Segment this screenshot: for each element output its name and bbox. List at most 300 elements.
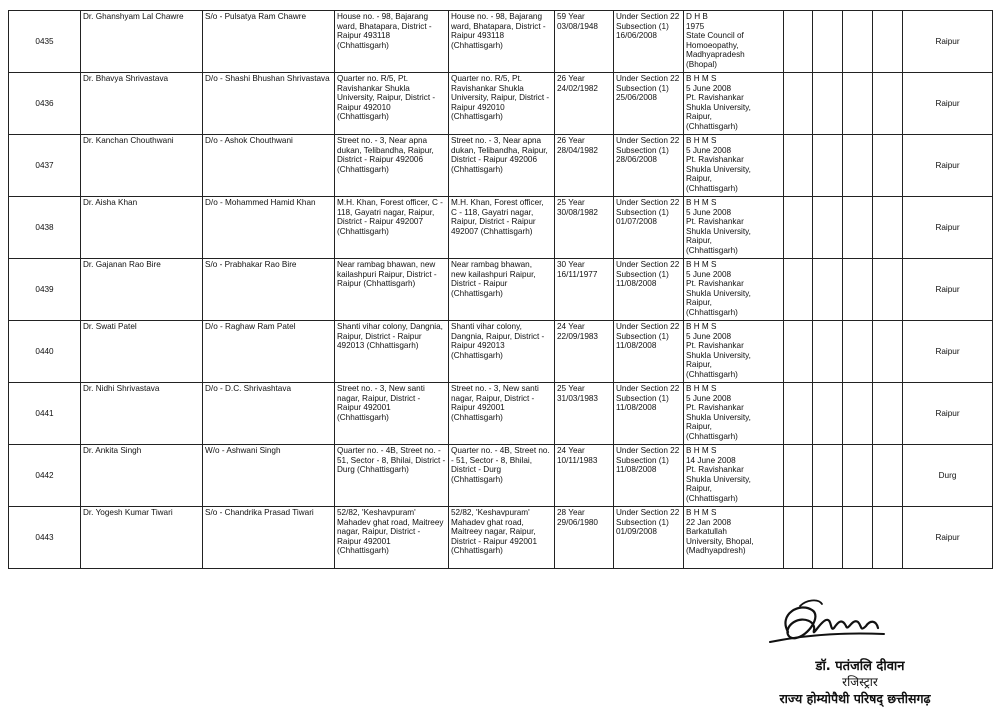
cell-line: (Chhattisgarh) — [686, 121, 738, 131]
table-row — [9, 383, 993, 445]
cell-line: Raipur, — [686, 298, 712, 308]
cell-line: (Chhattisgarh) — [337, 226, 389, 236]
relation-cell: W/o - Ashwani Singh — [203, 445, 335, 507]
name-cell: Dr. Aisha Khan — [81, 197, 203, 259]
serial-number-cell: 0442 — [9, 445, 81, 507]
empty-cell — [813, 507, 843, 569]
cell-line: Ravishankar Shukla — [337, 83, 410, 93]
cell-line: Near rambag bhawan, — [451, 260, 533, 269]
cell-line: Under Section 22 — [616, 446, 680, 455]
age-dob-cell — [555, 507, 614, 569]
name-cell: Dr. Bhavya Shrivastava — [81, 73, 203, 135]
table-row — [9, 11, 993, 73]
cell-line: Under Section 22 — [616, 12, 680, 21]
cell-line: 11/08/2008 — [616, 341, 657, 351]
cell-line: Pt. Ravishankar — [686, 403, 744, 413]
cell-line: 01/09/2008 — [616, 527, 657, 537]
empty-cell — [843, 259, 873, 321]
relation-cell: D/o - Raghaw Ram Patel — [203, 321, 335, 383]
name-cell: Dr. Kanchan Chouthwani — [81, 135, 203, 197]
cell-line: B H M S — [686, 136, 717, 145]
cell-line: D H B — [686, 12, 708, 21]
cell-line: Raipur 492001 — [337, 536, 391, 546]
cell-line: 03/08/1948 — [557, 21, 598, 31]
district-cell: Raipur — [903, 11, 993, 73]
empty-cell — [873, 507, 903, 569]
serial-number-cell: 0439 — [9, 259, 81, 321]
age-dob-cell — [555, 197, 614, 259]
cell-line: Street no. - 3, Near apna — [451, 136, 542, 145]
table-row — [9, 259, 993, 321]
permanent-address-cell — [335, 507, 449, 569]
empty-cell — [873, 321, 903, 383]
relation-cell: D/o - Mohammed Hamid Khan — [203, 197, 335, 259]
age-dob-cell — [555, 135, 614, 197]
empty-cell — [843, 321, 873, 383]
cell-line: 16/11/1977 — [557, 269, 598, 279]
cell-line: Raipur, — [686, 484, 712, 494]
correspondence-address-cell — [449, 197, 555, 259]
cell-line: Raipur, District - Raipur — [337, 331, 422, 341]
signatory-title: रजिस्ट्रार — [842, 675, 878, 689]
cell-line: Shukla University, — [686, 474, 751, 484]
cell-line: State Council of — [686, 31, 744, 41]
cell-line: dukan, Telibandha, Raipur, — [451, 145, 548, 155]
empty-cell — [784, 197, 813, 259]
empty-cell — [843, 445, 873, 507]
cell-line: Under Section 22 — [616, 136, 680, 145]
registration-section-cell — [614, 11, 684, 73]
cell-line: 10/11/1983 — [557, 455, 598, 465]
cell-line: Raipur (Chhattisgarh) — [337, 279, 416, 289]
name-cell: Dr. Ankita Singh — [81, 445, 203, 507]
cell-line: (Chhattisgarh) — [686, 493, 738, 503]
empty-cell — [843, 135, 873, 197]
registration-section-cell — [614, 135, 684, 197]
cell-line: Quarter no. R/5, Pt. — [451, 74, 522, 83]
cell-line: Subsection (1) — [616, 393, 669, 403]
empty-cell — [784, 135, 813, 197]
cell-line: Raipur 492010 — [451, 102, 505, 112]
cell-line: Street no. - 3, Near apna — [337, 136, 428, 145]
cell-line: Mahadev ghat road, — [451, 517, 524, 527]
empty-cell — [873, 445, 903, 507]
cell-line: Pt. Ravishankar — [686, 279, 744, 289]
cell-line: Under Section 22 — [616, 260, 680, 269]
permanent-address-cell — [335, 259, 449, 321]
cell-line: Subsection (1) — [616, 83, 669, 93]
cell-line: (Chhattisgarh) — [451, 546, 503, 556]
cell-line: 5 June 2008 — [686, 269, 732, 279]
cell-line: Dangnia, Raipur, District - — [451, 331, 545, 341]
cell-line: 492007 (Chhattisgarh) — [451, 226, 533, 236]
cell-line: 52/82, 'Keshavpuram' — [451, 508, 530, 517]
name-cell: Dr. Gajanan Rao Bire — [81, 259, 203, 321]
cell-line: Barkatullah — [686, 527, 727, 537]
cell-line: (Chhattisgarh) — [451, 40, 503, 50]
cell-line: kailashpuri Raipur, District - — [337, 269, 437, 279]
cell-line: 16/06/2008 — [616, 31, 657, 41]
qualification-cell — [684, 135, 784, 197]
cell-line: 26 Year — [557, 74, 585, 83]
correspondence-address-cell — [449, 507, 555, 569]
cell-line: Raipur, — [686, 112, 712, 122]
cell-line: C - 118, Gayatri nagar, — [451, 207, 534, 217]
cell-line: (Bhopal) — [686, 59, 717, 69]
age-dob-cell — [555, 73, 614, 135]
empty-cell — [784, 259, 813, 321]
cell-line: Pt. Ravishankar — [686, 465, 744, 475]
cell-line: District - Raipur 492007 — [337, 217, 424, 227]
district-cell: Raipur — [903, 383, 993, 445]
cell-line: House no. - 98, Bajarang — [451, 12, 543, 21]
cell-line: (Chhattisgarh) — [451, 412, 503, 422]
cell-line: 11/08/2008 — [616, 465, 657, 475]
cell-line: 24 Year — [557, 322, 585, 331]
relation-cell: D/o - Ashok Chouthwani — [203, 135, 335, 197]
cell-line: nagar, Raipur, District - — [337, 527, 421, 537]
serial-number-cell: 0437 — [9, 135, 81, 197]
cell-line: Shukla University, — [686, 226, 751, 236]
cell-line: Raipur 492001 — [337, 403, 391, 413]
cell-line: 22 Jan 2008 — [686, 517, 732, 527]
cell-line: ward, Bhatapara, District - — [451, 21, 546, 31]
serial-number-cell: 0436 — [9, 73, 81, 135]
cell-line: Pt. Ravishankar — [686, 93, 744, 103]
cell-line: (Chhattisgarh) — [451, 474, 503, 484]
cell-line: 26 Year — [557, 136, 585, 145]
cell-line: Shukla University, — [686, 102, 751, 112]
cell-line: (Madhyapdresh) — [686, 546, 746, 556]
cell-line: M.H. Khan, Forest officer, C - — [337, 198, 443, 207]
cell-line: 25 Year — [557, 384, 585, 393]
cell-line: Raipur 492001 — [451, 403, 505, 413]
empty-cell — [813, 197, 843, 259]
empty-cell — [873, 73, 903, 135]
empty-cell — [843, 11, 873, 73]
qualification-cell — [684, 259, 784, 321]
cell-line: Quarter no. R/5, Pt. — [337, 74, 408, 83]
cell-line: Madhyapradesh — [686, 50, 745, 60]
age-dob-cell — [555, 445, 614, 507]
permanent-address-cell — [335, 321, 449, 383]
cell-line: Under Section 22 — [616, 508, 680, 517]
district-cell: Raipur — [903, 135, 993, 197]
cell-line: University, Bhopal, — [686, 536, 754, 546]
cell-line: 30/08/1982 — [557, 207, 598, 217]
name-cell: Dr. Nidhi Shrivastava — [81, 383, 203, 445]
empty-cell — [784, 507, 813, 569]
cell-line: University, Raipur, District - — [451, 93, 550, 103]
registration-section-cell — [614, 321, 684, 383]
name-cell: Dr. Swati Patel — [81, 321, 203, 383]
cell-line: (Chhattisgarh) — [686, 369, 738, 379]
cell-line: (Chhattisgarh) — [337, 40, 389, 50]
age-dob-cell — [555, 259, 614, 321]
cell-line: 01/07/2008 — [616, 217, 657, 227]
registration-section-cell — [614, 73, 684, 135]
cell-line: 1975 — [686, 21, 705, 31]
serial-number-cell: 0441 — [9, 383, 81, 445]
district-cell: Raipur — [903, 73, 993, 135]
signatory-name: डॉ. पतंजलि दीवान — [815, 659, 905, 674]
age-dob-cell — [555, 321, 614, 383]
cell-line: Subsection (1) — [616, 517, 669, 527]
cell-line: B H M S — [686, 260, 717, 269]
relation-cell: S/o - Prabhakar Rao Bire — [203, 259, 335, 321]
registration-section-cell — [614, 445, 684, 507]
cell-line: 118, Gayatri nagar, Raipur, — [337, 207, 435, 217]
cell-line: 5 June 2008 — [686, 207, 732, 217]
correspondence-address-cell — [449, 321, 555, 383]
cell-line: (Chhattisgarh) — [686, 245, 738, 255]
cell-line: Raipur 493118 — [337, 31, 391, 41]
cell-line: (Chhattisgarh) — [451, 112, 503, 122]
table-row — [9, 445, 993, 507]
cell-line: 52/82, 'Keshavpuram' — [337, 508, 416, 517]
cell-line: Ravishankar Shukla — [451, 83, 524, 93]
cell-line: 11/08/2008 — [616, 403, 657, 413]
cell-line: B H M S — [686, 322, 717, 331]
empty-cell — [813, 445, 843, 507]
cell-line: Quarter no. - 4B, Street no. — [451, 446, 550, 455]
cell-line: 24 Year — [557, 446, 585, 455]
district-cell: Raipur — [903, 507, 993, 569]
cell-line: 25/06/2008 — [616, 93, 657, 103]
correspondence-address-cell — [449, 259, 555, 321]
serial-number-cell: 0440 — [9, 321, 81, 383]
cell-line: (Chhattisgarh) — [451, 350, 503, 360]
cell-line: Street no. - 3, New santi — [337, 384, 425, 393]
cell-line: (Chhattisgarh) — [686, 431, 738, 441]
cell-line: B H M S — [686, 198, 717, 207]
cell-line: 5 June 2008 — [686, 331, 732, 341]
cell-line: Subsection (1) — [616, 21, 669, 31]
cell-line: Subsection (1) — [616, 331, 669, 341]
permanent-address-cell — [335, 11, 449, 73]
correspondence-address-cell — [449, 135, 555, 197]
registration-table — [8, 10, 993, 569]
empty-cell — [873, 135, 903, 197]
cell-line: (Chhattisgarh) — [337, 412, 389, 422]
cell-line: (Chhattisgarh) — [337, 546, 389, 556]
relation-cell: S/o - Pulsatya Ram Chawre — [203, 11, 335, 73]
cell-line: Shanti vihar colony, Dangnia, — [337, 322, 443, 331]
cell-line: Raipur, — [686, 236, 712, 246]
cell-line: Subsection (1) — [616, 455, 669, 465]
registration-section-cell — [614, 259, 684, 321]
empty-cell — [813, 383, 843, 445]
name-cell: Dr. Ghanshyam Lal Chawre — [81, 11, 203, 73]
cell-line: District - Raipur 492006 — [337, 155, 424, 165]
cell-line: B H M S — [686, 384, 717, 393]
cell-line: 492013 (Chhattisgarh) — [337, 341, 419, 351]
relation-cell: D/o - D.C. Shrivashtava — [203, 383, 335, 445]
empty-cell — [813, 321, 843, 383]
cell-line: House no. - 98, Bajarang — [337, 12, 429, 21]
empty-cell — [843, 73, 873, 135]
permanent-address-cell — [335, 383, 449, 445]
table-row — [9, 321, 993, 383]
signatory-organization: राज्य होम्योपैथी परिषद् छत्तीसगढ़ — [779, 691, 931, 706]
empty-cell — [843, 383, 873, 445]
permanent-address-cell — [335, 197, 449, 259]
cell-line: District - Durg — [451, 465, 502, 475]
cell-line: (Chhattisgarh) — [686, 307, 738, 317]
qualification-cell — [684, 11, 784, 73]
cell-line: 5 June 2008 — [686, 393, 732, 403]
cell-line: Raipur 493118 — [451, 31, 505, 41]
empty-cell — [873, 383, 903, 445]
cell-line: Durg (Chhattisgarh) — [337, 465, 409, 475]
serial-number-cell: 0435 — [9, 11, 81, 73]
district-cell: Raipur — [903, 197, 993, 259]
cell-line: - 51, Sector - 8, Bhilai, — [451, 455, 532, 465]
cell-line: (Chhattisgarh) — [451, 164, 503, 174]
serial-number-cell: 0438 — [9, 197, 81, 259]
district-cell: Durg — [903, 445, 993, 507]
signature-image — [760, 592, 910, 654]
cell-line: 59 Year — [557, 12, 585, 21]
cell-line: Raipur, — [686, 174, 712, 184]
cell-line: ward, Bhatapara, District - — [337, 21, 432, 31]
empty-cell — [843, 507, 873, 569]
cell-line: 25 Year — [557, 198, 585, 207]
cell-line: 11/08/2008 — [616, 279, 657, 289]
empty-cell — [813, 11, 843, 73]
registration-section-cell — [614, 197, 684, 259]
cell-line: nagar, Raipur, District - — [451, 393, 535, 403]
cell-line: 29/06/1980 — [557, 517, 598, 527]
cell-line: 22/09/1983 — [557, 331, 598, 341]
empty-cell — [843, 197, 873, 259]
qualification-cell — [684, 445, 784, 507]
cell-line: Under Section 22 — [616, 322, 680, 331]
cell-line: 5 June 2008 — [686, 83, 732, 93]
cell-line: Pt. Ravishankar — [686, 217, 744, 227]
cell-line: Pt. Ravishankar — [686, 341, 744, 351]
cell-line: Near rambag bhawan, new — [337, 260, 436, 269]
correspondence-address-cell — [449, 445, 555, 507]
serial-number-cell: 0443 — [9, 507, 81, 569]
relation-cell: D/o - Shashi Bhushan Shrivastava — [203, 73, 335, 135]
cell-line: Street no. - 3, New santi — [451, 384, 539, 393]
empty-cell — [873, 197, 903, 259]
age-dob-cell — [555, 383, 614, 445]
permanent-address-cell — [335, 135, 449, 197]
cell-line: nagar, Raipur, District - — [337, 393, 421, 403]
empty-cell — [813, 135, 843, 197]
relation-cell: S/o - Chandrika Prasad Tiwari — [203, 507, 335, 569]
name-cell: Dr. Yogesh Kumar Tiwari — [81, 507, 203, 569]
cell-line: (Chhattisgarh) — [337, 112, 389, 122]
cell-line: Under Section 22 — [616, 198, 680, 207]
cell-line: Under Section 22 — [616, 384, 680, 393]
empty-cell — [784, 445, 813, 507]
cell-line: Raipur, — [686, 422, 712, 432]
cell-line: University, Raipur, District - — [337, 93, 436, 103]
cell-line: Subsection (1) — [616, 145, 669, 155]
cell-line: District - Raipur 492006 — [451, 155, 538, 165]
correspondence-address-cell — [449, 383, 555, 445]
cell-line: 31/03/1983 — [557, 393, 598, 403]
cell-line: B H M S — [686, 508, 717, 517]
cell-line: Homoeopathy, — [686, 40, 739, 50]
cell-line: B H M S — [686, 446, 717, 455]
empty-cell — [784, 321, 813, 383]
qualification-cell — [684, 73, 784, 135]
cell-line: Shukla University, — [686, 288, 751, 298]
district-cell: Raipur — [903, 259, 993, 321]
table-row — [9, 197, 993, 259]
cell-line: 28 Year — [557, 508, 585, 517]
permanent-address-cell — [335, 73, 449, 135]
registration-section-cell — [614, 383, 684, 445]
cell-line: District - Raipur 492001 — [451, 536, 538, 546]
cell-line: Maitreey nagar, Raipur, — [451, 527, 536, 537]
cell-line: Under Section 22 — [616, 74, 680, 83]
cell-line: B H M S — [686, 74, 717, 83]
cell-line: 51, Sector - 8, Bhilai, District - — [337, 455, 446, 465]
registration-section-cell — [614, 507, 684, 569]
cell-line: Shanti vihar colony, — [451, 322, 522, 331]
cell-line: Raipur, — [686, 360, 712, 370]
district-cell: Raipur — [903, 321, 993, 383]
correspondence-address-cell — [449, 11, 555, 73]
empty-cell — [813, 73, 843, 135]
qualification-cell — [684, 507, 784, 569]
empty-cell — [784, 11, 813, 73]
table-row — [9, 507, 993, 569]
cell-line: 30 Year — [557, 260, 585, 269]
cell-line: Shukla University, — [686, 412, 751, 422]
correspondence-address-cell — [449, 73, 555, 135]
table-row — [9, 73, 993, 135]
cell-line: Quarter no. - 4B, Street no. - — [337, 446, 441, 455]
table-row — [9, 135, 993, 197]
qualification-cell — [684, 383, 784, 445]
cell-line: 24/02/1982 — [557, 83, 598, 93]
empty-cell — [784, 73, 813, 135]
cell-line: 5 June 2008 — [686, 145, 732, 155]
age-dob-cell — [555, 11, 614, 73]
empty-cell — [813, 259, 843, 321]
empty-cell — [784, 383, 813, 445]
empty-cell — [873, 11, 903, 73]
cell-line: Subsection (1) — [616, 269, 669, 279]
cell-line: dukan, Telibandha, Raipur, — [337, 145, 434, 155]
cell-line: 28/06/2008 — [616, 155, 657, 165]
cell-line: District - Raipur — [451, 279, 508, 289]
cell-line: Raipur 492010 — [337, 102, 391, 112]
cell-line: Shukla University, — [686, 164, 751, 174]
cell-line: 14 June 2008 — [686, 455, 736, 465]
cell-line: Shukla University, — [686, 350, 751, 360]
cell-line: Raipur 492013 — [451, 341, 505, 351]
permanent-address-cell — [335, 445, 449, 507]
cell-line: new kailashpuri Raipur, — [451, 269, 536, 279]
cell-line: Subsection (1) — [616, 207, 669, 217]
registration-table-body — [9, 11, 993, 569]
qualification-cell — [684, 197, 784, 259]
cell-line: (Chhattisgarh) — [337, 164, 389, 174]
cell-line: Mahadev ghat road, Maitreey — [337, 517, 444, 527]
cell-line: (Chhattisgarh) — [686, 183, 738, 193]
cell-line: 28/04/1982 — [557, 145, 598, 155]
empty-cell — [873, 259, 903, 321]
cell-line: Pt. Ravishankar — [686, 155, 744, 165]
cell-line: M.H. Khan, Forest officer, — [451, 198, 544, 207]
